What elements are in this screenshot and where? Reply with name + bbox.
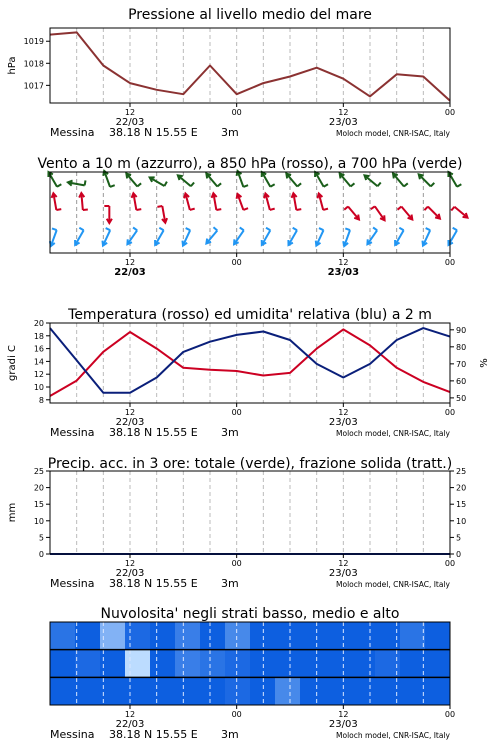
humidity-line (50, 328, 450, 393)
plot-frame (50, 28, 450, 103)
wind-barb-feather (378, 182, 381, 186)
wind-barb-feather (85, 180, 86, 185)
location-coords: 38.18 N 15.55 E (109, 728, 198, 741)
wind-barb-feather (323, 209, 328, 210)
cloud-cell (125, 650, 151, 678)
cloud-cell (250, 677, 276, 705)
y-tick-label: 0 (38, 550, 44, 559)
wind-barb-feather (404, 183, 408, 186)
wind-barb-feather (137, 183, 141, 186)
wind-barb-feather (345, 228, 350, 230)
x-tick-label: 00 (444, 108, 456, 117)
wind-barb (127, 230, 137, 244)
wind-barb-feather (216, 209, 221, 210)
pressure-chart (7, 7, 455, 139)
cloud-cell (50, 650, 76, 678)
wind-barb-feather (399, 228, 403, 231)
wind-barb-feather (457, 184, 461, 187)
cloud-cell (150, 622, 176, 650)
wind-barb-feather (110, 185, 115, 187)
chart-title: Nuvolosita' negli strati basso, medio e alto (100, 606, 400, 622)
x-tick-label: 00 (231, 258, 242, 267)
y-tick-label: 15 (33, 500, 44, 510)
wind-barb-feather (426, 228, 431, 230)
date-label: 22/03 (114, 267, 146, 278)
wind-barb-feather (213, 227, 217, 230)
y-tick-label: 8 (38, 395, 44, 405)
temperature-line (50, 329, 450, 396)
y-right-tick-label: 0 (456, 550, 462, 559)
y-tick-label: 1019 (23, 37, 44, 47)
cloud-cell (350, 622, 376, 650)
location-elevation: 3m (221, 426, 239, 439)
date-label: 22/03 (115, 568, 145, 579)
location-name: Messina (50, 426, 95, 439)
x-tick-label: 12 (338, 108, 349, 117)
cloud-cell (275, 622, 301, 650)
x-tick-label: 12 (338, 710, 349, 719)
wind-barb (365, 175, 378, 186)
cloud-cell (50, 677, 76, 705)
y-right-tick-label: 20 (456, 483, 467, 493)
cloud-cell (325, 650, 351, 678)
y-right-tick-label: 50 (456, 393, 467, 403)
cloud-cell (325, 677, 351, 705)
wind-barb-feather (453, 228, 457, 231)
wind-barb (178, 175, 191, 186)
x-tick-label: 12 (124, 710, 136, 719)
location-elevation: 3m (221, 577, 239, 590)
wind-barb-feather (186, 228, 191, 230)
y-tick-label: 5 (38, 533, 44, 543)
wind-barb-feather (319, 228, 324, 230)
pressure-line (50, 32, 450, 100)
x-tick-label: 12 (124, 108, 136, 117)
cloud-cell (75, 650, 101, 678)
y-right-tick-label: 60 (456, 376, 467, 386)
cloud-cell (275, 650, 301, 678)
wind-barb-feather (398, 206, 402, 209)
wind-barb-feather (133, 227, 137, 230)
date-label: 23/03 (328, 417, 358, 428)
wind-barb-feather (270, 184, 274, 187)
wind-barb-feather (52, 228, 57, 230)
wind-barb-feather (79, 228, 83, 231)
x-tick-label: 12 (124, 258, 136, 267)
wind-barb-feather (351, 183, 355, 186)
wind-barb (428, 207, 440, 219)
y-tick-label: 20 (33, 483, 44, 493)
location-coords: 38.18 N 15.55 E (109, 426, 198, 439)
y-tick-label: 12 (33, 370, 44, 380)
y-tick-label: 20 (33, 319, 44, 328)
cloud-cell (125, 677, 151, 705)
wind-barb-feather (136, 209, 141, 210)
chart-title: Vento a 10 m (azzurro), a 850 hPa (rosso), a 700 hPa (verde) (37, 156, 463, 172)
wind-barb-feather (157, 206, 162, 207)
location-name: Messina (50, 577, 95, 590)
x-tick-label: 00 (231, 559, 242, 568)
cloud-cell (200, 650, 226, 678)
x-tick-label: 00 (444, 710, 456, 719)
cloud-cell (200, 677, 226, 705)
x-tick-label: 00 (444, 258, 456, 267)
precipitation-chart (7, 456, 466, 590)
cloud-cell (350, 677, 376, 705)
wind-barb-feather (191, 182, 194, 186)
wind-barb-feather (217, 183, 221, 186)
wind-barb (375, 206, 385, 220)
y-right-tick-label: 25 (456, 467, 467, 476)
wind-barb-feather (324, 184, 328, 187)
y-right-tick-label: 80 (456, 342, 467, 352)
y-right-tick-label: 10 (456, 516, 467, 526)
x-tick-label: 12 (124, 408, 136, 417)
wind-barb-feather (431, 183, 435, 187)
y-tick-label: 18 (33, 331, 44, 341)
x-tick-label: 00 (231, 108, 242, 117)
wind-barb-feather (240, 227, 244, 230)
wind-barb (286, 174, 297, 187)
date-label: 22/03 (115, 719, 145, 730)
cloud-cell (350, 650, 376, 678)
wind-barb-feather (164, 182, 167, 186)
cloud-cell (75, 622, 101, 650)
cloud-cell (250, 622, 276, 650)
cloud-cell (125, 622, 151, 650)
cloud-cell (300, 677, 326, 705)
y-tick-label: 1017 (23, 81, 44, 91)
y-right-axis-label: % (479, 358, 490, 368)
cloud-cell (175, 650, 201, 678)
model-credit: Moloch model, CNR-ISAC, Italy (336, 580, 450, 589)
wind-barb-feather (266, 228, 270, 231)
wind-barb (393, 174, 404, 187)
model-credit: Moloch model, CNR-ISAC, Italy (336, 129, 450, 138)
wind-barb (234, 230, 244, 244)
x-tick-label: 00 (444, 559, 456, 568)
y-right-tick-label: 70 (456, 359, 467, 369)
wind-barb-feather (56, 209, 61, 210)
y-tick-label: 10 (33, 383, 44, 392)
wind-barb-feather (270, 209, 275, 210)
x-tick-label: 00 (231, 408, 242, 417)
wind-barb (454, 207, 467, 218)
wind-barb-feather (451, 207, 454, 211)
wind-barb-feather (190, 209, 195, 210)
chart-title: Precip. acc. in 3 ore: totale (verde), frazione solida (tratt.) (47, 456, 453, 472)
cloud-cover-chart (50, 606, 455, 741)
cloud-cell (50, 622, 76, 650)
wind-chart (37, 156, 467, 278)
date-label: 23/03 (328, 568, 358, 579)
cloud-cell (225, 677, 251, 705)
location-elevation: 3m (221, 728, 239, 741)
wind-barb-feather (424, 207, 428, 211)
date-label: 23/03 (327, 267, 360, 278)
x-tick-label: 12 (338, 559, 349, 568)
y-axis-label: hPa (7, 56, 18, 75)
cloud-cell (300, 650, 326, 678)
wind-barb (206, 174, 217, 187)
cloud-cell (400, 650, 426, 678)
x-tick-label: 12 (338, 408, 349, 417)
location-elevation: 3m (221, 126, 239, 139)
y-tick-label: 1018 (23, 59, 44, 69)
model-credit: Moloch model, CNR-ISAC, Italy (336, 429, 450, 438)
wind-barb (401, 206, 412, 219)
x-tick-label: 12 (338, 258, 349, 267)
cloud-cell (150, 677, 176, 705)
wind-barb-feather (293, 228, 297, 231)
date-label: 22/03 (115, 417, 145, 428)
y-tick-label: 14 (33, 357, 44, 367)
wind-barb (419, 174, 431, 186)
location-name: Messina (50, 126, 95, 139)
wind-barb-feather (243, 208, 248, 210)
x-tick-label: 00 (444, 408, 456, 417)
wind-barb-feather (344, 206, 348, 209)
y-axis-label: mm (7, 502, 18, 523)
wind-barb (340, 174, 351, 187)
wind-barb-feather (371, 206, 375, 209)
cloud-cell (225, 650, 251, 678)
wind-barb-feather (296, 209, 301, 210)
wind-barb-feather (57, 184, 61, 187)
cloud-cell (425, 622, 451, 650)
cloud-cell (400, 677, 426, 705)
wind-barb-feather (373, 227, 377, 230)
wind-barb (348, 206, 359, 219)
y-tick-label: 10 (33, 516, 44, 526)
y-right-tick-label: 15 (456, 500, 467, 510)
cloud-cell (225, 622, 251, 650)
y-axis-label: gradi C (7, 345, 18, 381)
wind-barb-feather (243, 185, 248, 187)
cloud-cell (425, 650, 451, 678)
temperature-humidity-chart (7, 307, 490, 439)
cloud-cell (250, 650, 276, 678)
y-tick-label: 25 (33, 467, 44, 476)
date-label: 23/03 (328, 117, 358, 128)
cloud-cell (150, 650, 176, 678)
chart-title: Temperatura (rosso) ed umidita' relativa (blu) a 2 m (68, 307, 432, 323)
wind-barb (367, 230, 377, 244)
cloud-cell (275, 677, 301, 705)
wind-barb-feather (106, 228, 111, 230)
cloud-cell (325, 622, 351, 650)
wind-barb (126, 174, 137, 187)
cloud-cell (425, 677, 451, 705)
date-label: 23/03 (328, 719, 358, 730)
cloud-cell (400, 622, 426, 650)
date-label: 22/03 (115, 117, 145, 128)
wind-barb-feather (297, 183, 301, 186)
cloud-cell (200, 622, 226, 650)
plot-frame (50, 471, 450, 554)
chart-title: Pressione al livello medio del mare (128, 7, 372, 23)
y-right-tick-label: 90 (456, 325, 467, 335)
y-right-tick-label: 5 (456, 533, 462, 543)
wind-barb (206, 230, 217, 243)
x-tick-label: 12 (124, 559, 136, 568)
cloud-cell (300, 622, 326, 650)
cloud-cell (175, 622, 201, 650)
wind-barb-feather (159, 228, 163, 231)
model-credit: Moloch model, CNR-ISAC, Italy (336, 731, 450, 740)
location-name: Messina (50, 728, 95, 741)
cloud-cell (175, 677, 201, 705)
location-coords: 38.18 N 15.55 E (109, 577, 198, 590)
x-tick-label: 00 (231, 710, 242, 719)
location-coords: 38.18 N 15.55 E (109, 126, 198, 139)
cloud-cell (75, 677, 101, 705)
y-tick-label: 16 (33, 344, 44, 354)
